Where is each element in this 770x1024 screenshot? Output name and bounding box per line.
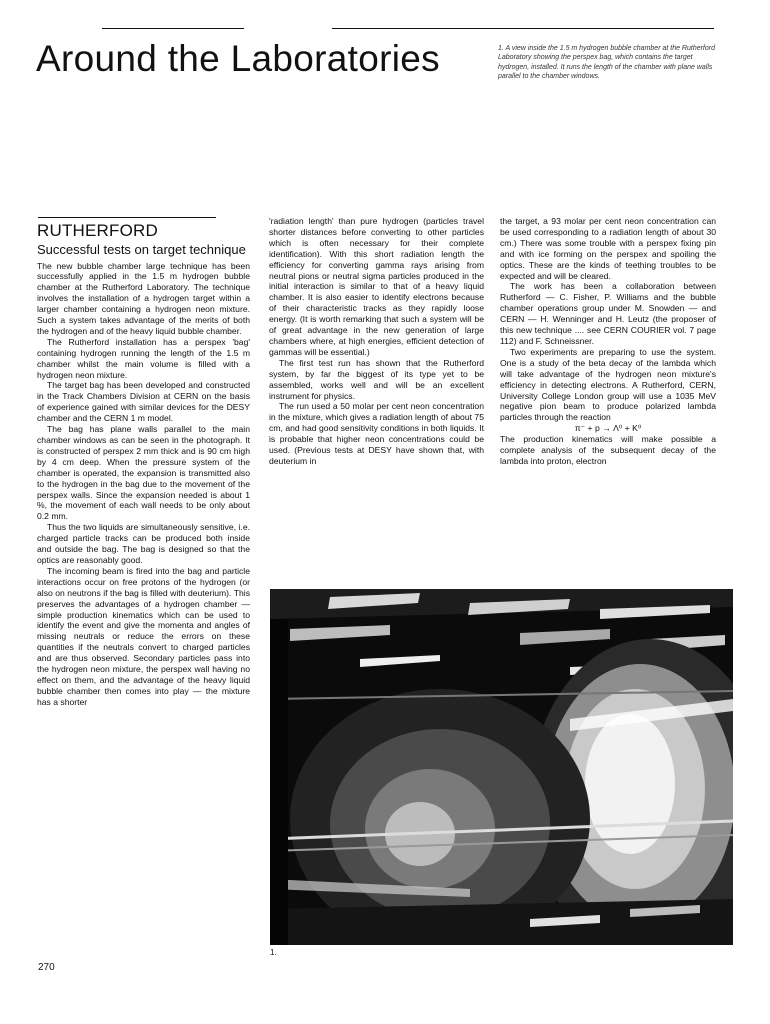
figure-label: 1.: [270, 948, 277, 957]
article-paragraph: The work has been a collaboration between Rutherford — C. Fisher, P. Williams and the bubble chamber operations group under M. Snowden — and CERN — H. Wenninger and H. Leutz (the proposer of this new technique .... see CERN COURIER vol. 7 page 112) and F. Schneissner.: [500, 281, 716, 346]
article-paragraph: the target, a 93 molar per cent neon concentration can be used corresponding to a radiation length of about 30 cm.) There was some trouble with a perspex fixing pin and with ice forming on the perspex and spoiling the optics. These are the kinds of teething troubles to be expected and will be cleared.: [500, 216, 716, 281]
article-paragraph: The run used a 50 molar per cent neon concentration in the mixture, which gives a radiation length of about 75 cm, and had good sensitivity conditions in both liquids. It is probable that higher neon concentrations could be used. (Previous tests at DESY have shown that, with deuterium in: [269, 401, 484, 466]
top-rule-left: [102, 28, 244, 29]
bubble-chamber-photo: [270, 589, 733, 945]
article-paragraph: The incoming beam is fired into the bag and particle interactions occur on free protons of the hydrogen (or also on neutrons if the bag is filled with deuterium). This preserves the advantages of a hydrogen chamber — simple production kinematics which can be used to identify the event and give the momenta and angles of missing neutrals or reduce the errors on these quantities if the neutrals convert to charged particles and are thus observed. Secondary particles pass into the hydrogen neon mixture, the perspex wall having no effect on them, and the advantage of the heavy liquid bubble chamber then comes into play — the mixture has a shorter: [37, 565, 250, 707]
article-paragraph: 'radiation length' than pure hydrogen (particles travel shorter distances before converting to other particles which is often necessary for their complete identification). With this short radiation length the efficiency for converting gamma rays arising from neutral pions or neutral sigma particles produced in the initial interaction is similar to that of a heavy liquid chamber. It is also easier to identify electrons because of their characteristic tracks as they rapidly loose energy. (It is worth remarking that such a system will be of great advantage in the new generation of large chambers where, at high energies, efficient detection of gammas will be essential.): [269, 216, 484, 357]
article-paragraph: Thus the two liquids are simultaneously sensitive, i.e. charged particle tracks can be produced both inside and outside the bag. The bag is designed so that the optics are reasonably good.: [37, 522, 250, 565]
article-subtitle: Successful tests on target technique: [37, 242, 246, 257]
page-title: Around the Laboratories: [36, 38, 440, 79]
article-column-3: [500, 216, 716, 467]
article-paragraph: Two experiments are preparing to use the system. One is a study of the beta decay of the lambda which will take advantage of the hydrogen neon mixture's efficiency in detecting electrons. A Rutherford, CERN, University College London group will use a 1035 MeV negative pion beam to produce polarized lambda particles through the reaction: [500, 346, 716, 423]
article-paragraph: The bag has plane walls parallel to the main chamber windows as can be seen in the photograph. It is constructed of perspex 2 mm thick and is 90 cm high by 4 cm deep. When the pressure system of the chamber is operated, the expansion is transmitted also to the hydrogen in the bag due to the movement of the perspex walls. Since the expansion needed is about 1 %, the movement of each wall needs to be only about 0.2 mm.: [37, 424, 250, 522]
article-column-1: [37, 218, 250, 708]
figure-caption: 1. A view inside the 1.5 m hydrogen bubble chamber at the Rutherford Laboratory showing the perspex bag, which contains the target hydrogen, installed. It runs the length of the chamber with plane walls parallel to the chamber windows.: [498, 45, 715, 81]
article-paragraph: The new bubble chamber large technique has been successfully applied in the 1.5 m hydrogen bubble chamber at the Rutherford Laboratory. The technique involves the installation of a hydrogen target within a larger chamber containing a hydrogen neon mixture. Such a system takes advantage of the merits of both the hydrogen and of the heavy liquid bubble chamber.: [37, 260, 250, 336]
page-number: 270: [38, 962, 55, 973]
article-paragraph: The Rutherford installation has a perspex 'bag' containing hydrogen running the length of the 1.5 m chamber whilst the main volume is filled with a hydrogen neon mixture.: [37, 336, 250, 380]
reaction-equation: π⁻ + p → Λ⁰ + K⁰: [574, 423, 642, 434]
article-column-2: [269, 216, 484, 467]
top-rule-right: [332, 28, 714, 29]
section-heading: RUTHERFORD: [37, 221, 158, 240]
article-paragraph: The production kinematics will make possible a complete analysis of the subsequent decay of the lambda into proton, electron: [500, 434, 716, 466]
article-paragraph: The target bag has been developed and constructed in the Track Chambers Division at CERN on the basis of experience gained with similar devices for the DESY chamber and the CERN 1 m model.: [37, 380, 250, 424]
article-paragraph: The first test run has shown that the Rutherford system, by far the biggest of its type yet to be assembled, works well and will be an excellent instrument for physics.: [269, 357, 484, 401]
